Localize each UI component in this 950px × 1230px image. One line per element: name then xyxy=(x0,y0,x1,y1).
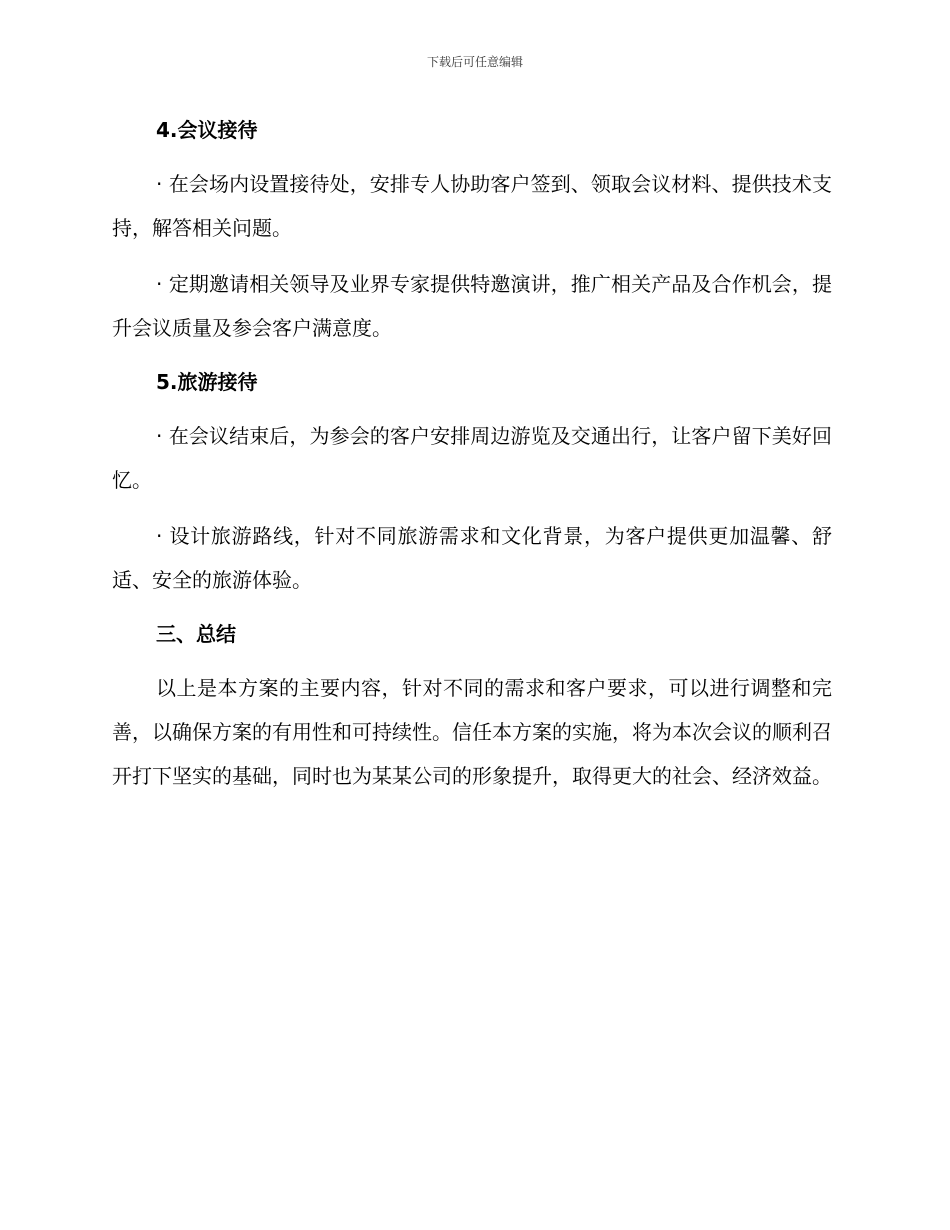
section-heading: 4.会议接待 xyxy=(156,118,258,142)
section-heading: 三、总结 xyxy=(156,622,236,646)
section-summary xyxy=(112,614,832,798)
paragraph: 以上是本方案的主要内容，针对不同的需求和客户要求，可以进行调整和完善，以确保方案的有用性和可持续性。信任本方案的实施，将为本次会议的顺利召开打下坚实的基础，同时也为某某公司的形象提升，取得更大的社会、经济效益。 xyxy=(112,676,832,788)
page-header-note: 下载后可任意编辑 xyxy=(426,55,523,69)
section-heading: 5.旅游接待 xyxy=(156,370,258,394)
paragraph: · 在会场内设置接待处，安排专人协助客户签到、领取会议材料、提供技术支持，解答相关问题。 xyxy=(112,172,832,240)
paragraph: · 在会议结束后，为参会的客户安排周边游览及交通出行，让客户留下美好回忆。 xyxy=(112,424,832,492)
section-meeting-reception xyxy=(112,110,832,350)
paragraph: · 设计旅游路线，针对不同旅游需求和文化背景，为客户提供更加温馨、舒适、安全的旅游体验。 xyxy=(112,524,832,592)
section-travel-reception xyxy=(112,362,832,602)
paragraph: · 定期邀请相关领导及业界专家提供特邀演讲，推广相关产品及合作机会，提升会议质量及参会客户满意度。 xyxy=(112,272,832,340)
document-body xyxy=(112,110,832,810)
